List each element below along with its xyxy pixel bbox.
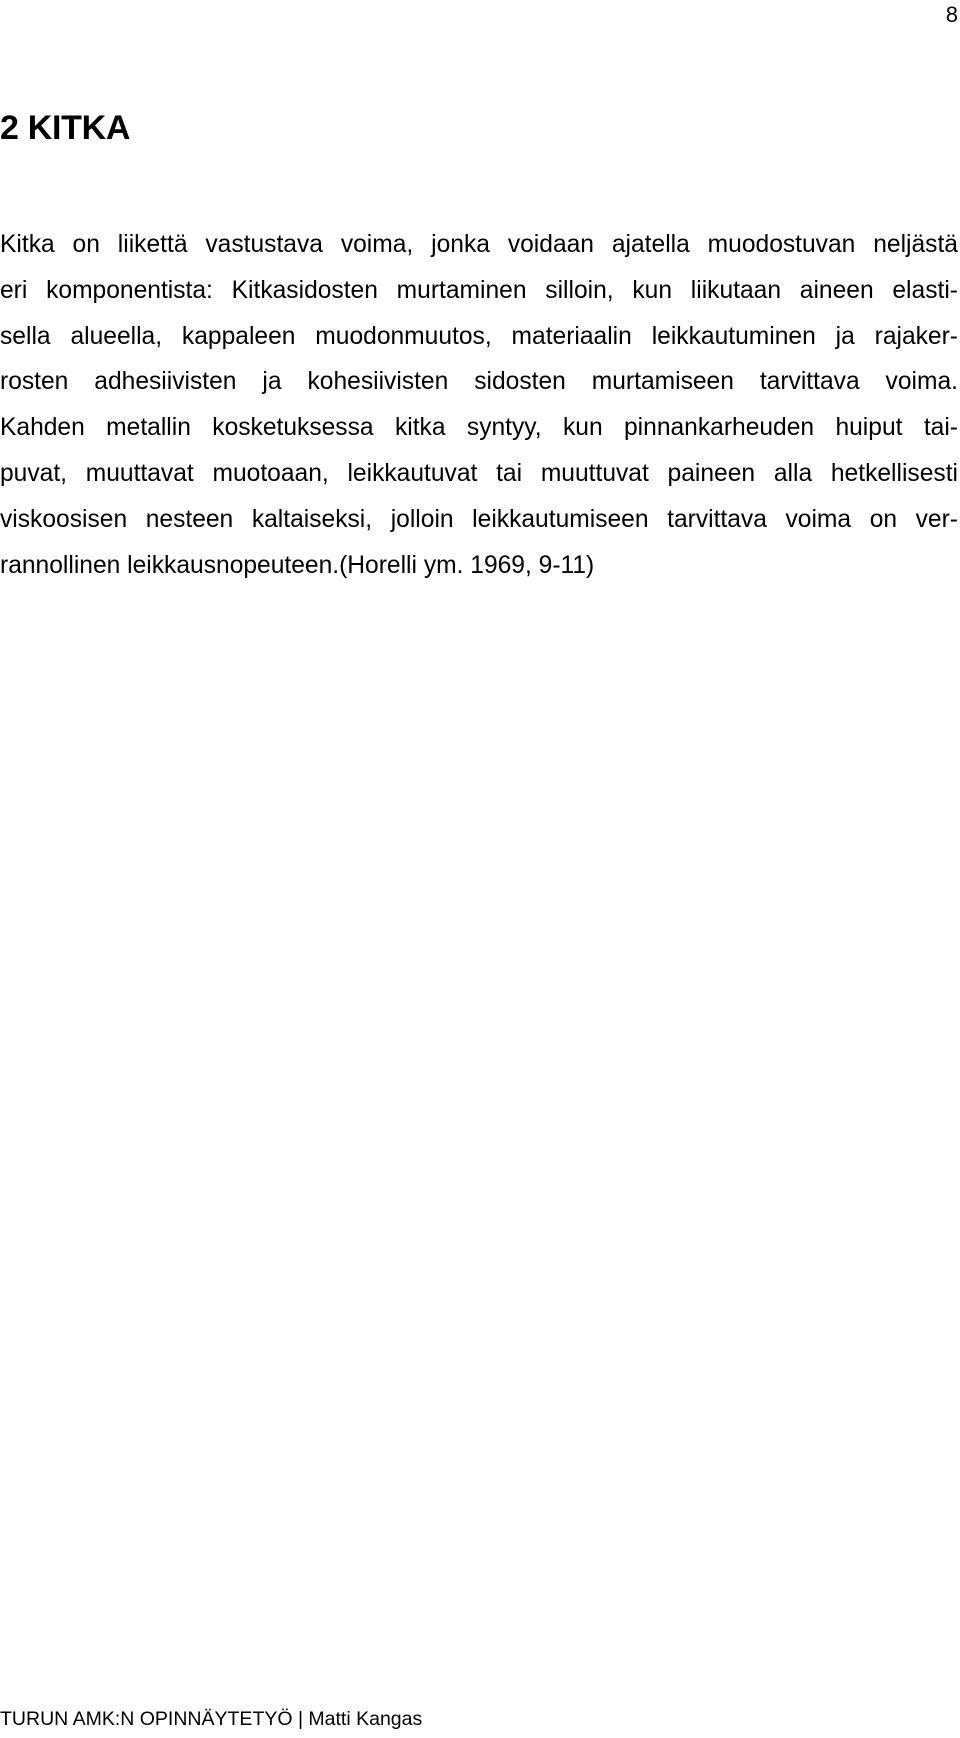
- paragraph-line: sella alueella, kappaleen muodonmuutos, materiaalin leikkautuminen ja rajaker-: [0, 322, 958, 350]
- paragraph-line: Kitka on liikettä vastustava voima, jonka voidaan ajatella muodostuvan neljästä: [0, 231, 958, 258]
- paragraph-line: eri komponentista: Kitkasidosten murtaminen silloin, kun liikutaan aineen elasti-: [0, 276, 958, 304]
- page-footer: TURUN AMK:N OPINNÄYTETYÖ | Matti Kangas: [0, 1708, 423, 1730]
- paragraph-line: viskoosisen nesteen kaltaiseksi, jolloin leikkautumiseen tarvittava voima on ver-: [0, 505, 958, 533]
- paragraph-line: puvat, muuttavat muotoaan, leikkautuvat tai muuttuvat paineen alla hetkellisesti: [0, 459, 958, 487]
- page-number: 8: [945, 2, 958, 27]
- paragraph-line: rosten adhesiivisten ja kohesiivisten sidosten murtamiseen tarvittava voima.: [0, 368, 958, 396]
- paragraph-line: Kahden metallin kosketuksessa kitka syntyy, kun pinnankarheuden huiput tai-: [0, 414, 958, 442]
- body-paragraph: [0, 222, 958, 588]
- paragraph-line: rannollinen leikkausnopeuteen.(Horelli ym. 1969, 9-11): [0, 551, 595, 579]
- section-heading: 2 KITKA: [0, 109, 131, 147]
